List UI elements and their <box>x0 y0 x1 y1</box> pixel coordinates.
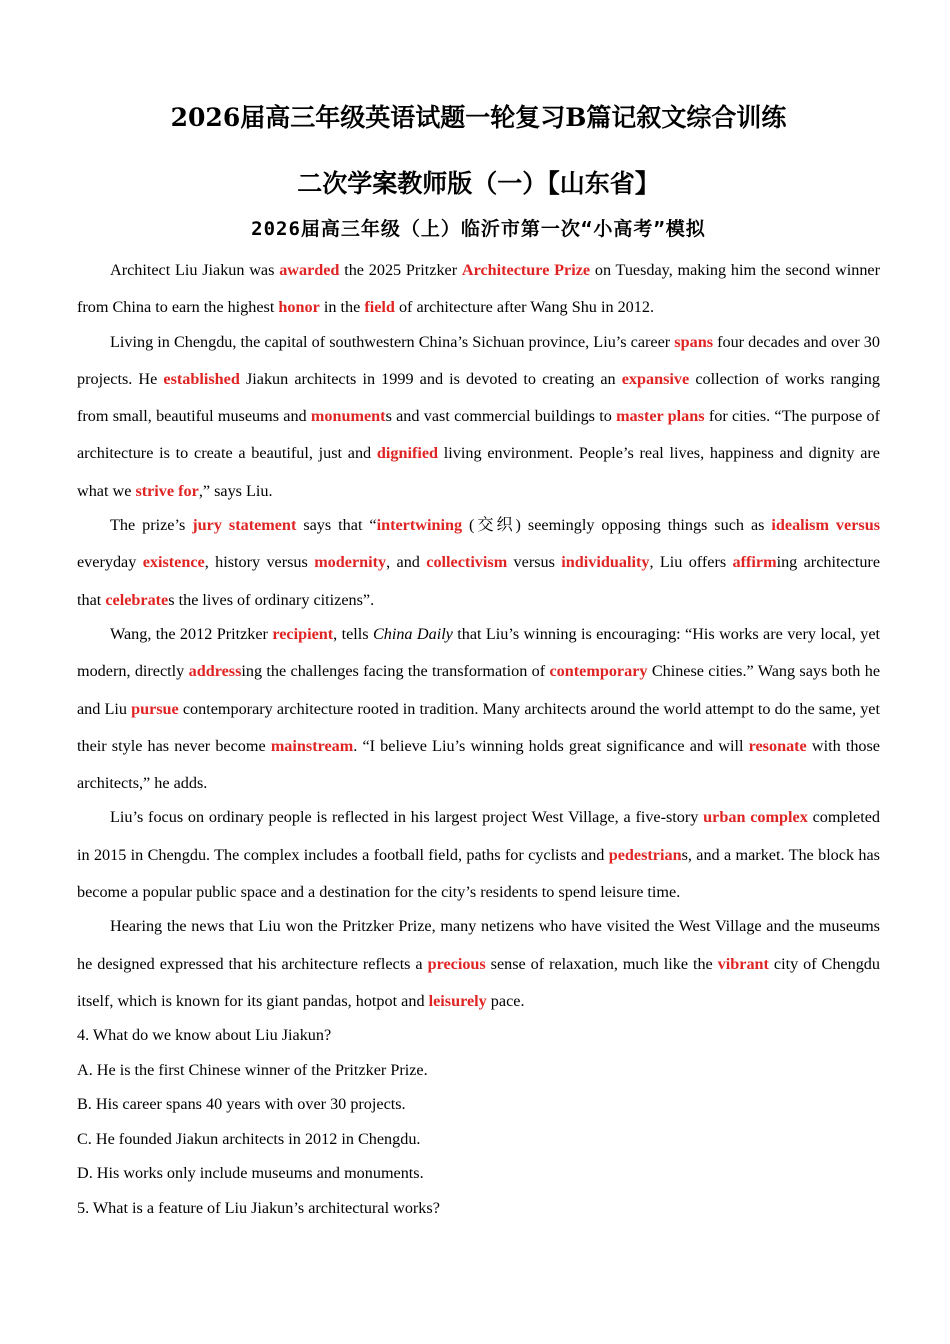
question-5-stem: 5. What is a feature of Liu Jiakun’s architectural works? <box>77 1198 440 1217</box>
passage-text: collection of works ranging from small, beautiful museums and <box>77 369 880 426</box>
passage-text: with those architects,” he adds. <box>77 736 880 793</box>
keyword-highlight: mainstream <box>270 736 354 755</box>
passage-text: Jiakun architects in 1999 and is devoted to creating an <box>239 369 622 388</box>
keyword-highlight: established <box>163 369 240 388</box>
keyword-highlight: existence <box>142 553 205 572</box>
keyword-highlight: master plans <box>616 407 705 426</box>
keyword-highlight: Architecture Prize <box>461 261 591 279</box>
passage-text: Liu’s focus on ordinary people is reflected in his largest project West Village, a five-story <box>110 808 704 827</box>
passage-text: , and <box>386 553 427 572</box>
keyword-highlight: honor <box>278 298 320 317</box>
keyword-highlight: recipient <box>272 624 334 643</box>
passage-text: The prize’s <box>110 516 193 535</box>
passage-text: on Tuesday, making him the second winner from China to earn the highest <box>77 261 880 317</box>
passage-text: living environment. People’s real lives, happiness and dignity are what we <box>77 444 880 500</box>
passage-text: four decades and over 30 projects. He <box>77 332 880 388</box>
passage-paragraph-6 <box>77 908 880 1020</box>
passage-text: sense of relaxation, much like the <box>485 954 718 973</box>
passage-text: s and vast commercial buildings to <box>385 407 617 426</box>
passage-text: Wang, the 2012 Pritzker <box>110 624 273 643</box>
passage-text: s, and a market. The block has become a popular public space and a destination for the city’s residents to spend leisure time. <box>77 845 880 902</box>
passage-text: Hearing the news that Liu won the Pritzker Prize, many netizens who have visited the West Village and the museums he designed expressed that his architecture reflects a <box>77 917 880 973</box>
passage-text: , Liu offers <box>649 553 733 572</box>
passage-text: city of Chengdu itself, which is known for its giant pandas, hotpot and <box>77 954 880 1010</box>
keyword-highlight: vibrant <box>717 954 769 973</box>
keyword-highlight: jury statement <box>192 516 297 535</box>
keyword-highlight: individuality <box>561 553 650 572</box>
keyword-highlight: address <box>188 662 242 681</box>
passage-text: of architecture after Wang Shu in 2012. <box>394 298 655 317</box>
passage-text: completed in 2015 in Chengdu. The complex includes a football field, paths for cyclists and <box>77 808 881 864</box>
keyword-highlight: dignified <box>376 444 439 463</box>
keyword-highlight: leisurely <box>428 991 487 1010</box>
keyword-highlight: strive for <box>135 481 199 500</box>
passage-text: s the lives of ordinary citizens”. <box>168 590 375 609</box>
passage-text: says that “ <box>296 516 377 535</box>
question-4-option-d: D. His works only include museums and monuments. <box>77 1164 424 1183</box>
keyword-highlight: monument <box>310 407 386 426</box>
question-4-stem: 4. What do we know about Liu Jiakun? <box>77 1026 332 1045</box>
passage-paragraph-3 <box>77 507 880 619</box>
passage-text: for cities. “The purpose of architecture is to create a beautiful, just and <box>77 407 881 463</box>
question-4-option-c: C. He founded Jiakun architects in 2012 in Chengdu. <box>77 1129 421 1148</box>
keyword-highlight: expansive <box>621 369 690 388</box>
keyword-highlight: precious <box>427 954 486 973</box>
passage <box>77 252 880 1020</box>
keyword-highlight: resonate <box>748 736 807 755</box>
document-title: 2026届高三年级英语试题一轮复习B篇记叙文综合训练 <box>170 103 787 132</box>
passage-paragraph-4 <box>77 616 880 802</box>
keyword-highlight: intertwining <box>376 516 463 535</box>
keyword-highlight: spans <box>674 332 713 351</box>
question-4-option-b: B. His career spans 40 years with over 30 projects. <box>77 1095 406 1114</box>
italic-text: China Daily <box>372 624 453 643</box>
passage-text: Architect Liu Jiakun was <box>110 261 280 279</box>
passage-text: (交织) seemingly opposing things such as <box>462 516 772 535</box>
passage-text: contemporary architecture rooted in tradition. Many architects around the world attempt to do the same, yet their style has never become <box>77 699 880 755</box>
keyword-highlight: idealism versus <box>771 516 881 535</box>
passage-text: ing the challenges facing the transformation of <box>241 662 550 681</box>
passage-text: ,” says Liu. <box>198 481 273 500</box>
passage-text: everyday <box>77 553 143 572</box>
keyword-highlight: urban complex <box>703 808 808 827</box>
question-4-option-a: A. He is the first Chinese winner of the Pritzker Prize. <box>77 1060 428 1079</box>
document-subtitle: 二次学案教师版（一）【山东省】 <box>297 169 660 198</box>
keyword-highlight: contemporary <box>549 662 648 681</box>
keyword-highlight: pedestrian <box>608 845 682 864</box>
keyword-highlight: collectivism <box>426 553 508 572</box>
passage-text: that Liu’s winning is encouraging: “His works are very local, yet modern, directly <box>77 624 880 681</box>
passage-text: ing architecture that <box>77 553 881 609</box>
passage-text: , history versus <box>204 553 315 572</box>
passage-paragraph-1 <box>77 252 880 327</box>
passage-text: Living in Chengdu, the capital of southwestern China’s Sichuan province, Liu’s career <box>110 332 675 351</box>
passage-text: the 2025 Pritzker <box>339 261 462 279</box>
passage-paragraph-5 <box>77 799 880 911</box>
keyword-highlight: modernity <box>314 553 387 572</box>
keyword-highlight: pursue <box>131 699 179 718</box>
exam-source-heading: 2026届高三年级（上）临沂市第一次“小高考”模拟 <box>251 218 706 240</box>
question-list <box>77 1018 880 1225</box>
passage-text: pace. <box>486 991 525 1010</box>
keyword-highlight: field <box>364 298 395 317</box>
keyword-highlight: affirm <box>732 553 777 572</box>
passage-text: in the <box>319 298 365 317</box>
passage-text: , tells <box>333 624 373 643</box>
passage-text: versus <box>507 553 562 572</box>
passage-text: Chinese cities.” Wang says both he and Liu <box>77 662 881 718</box>
passage-paragraph-2 <box>77 324 880 510</box>
passage-text: . “I believe Liu’s winning holds great significance and will <box>353 736 749 755</box>
keyword-highlight: awarded <box>279 261 340 279</box>
keyword-highlight: celebrate <box>105 590 169 609</box>
